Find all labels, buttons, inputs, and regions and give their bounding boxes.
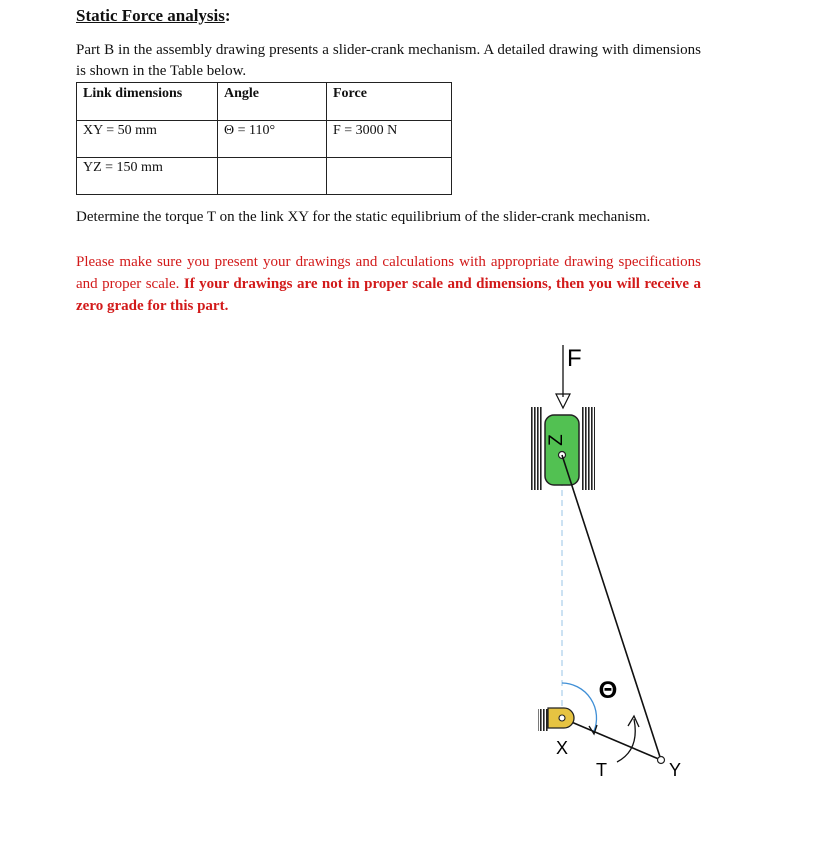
table-cell: XY = 50 mm — [77, 121, 218, 158]
table-cell: YZ = 150 mm — [77, 158, 218, 195]
warning-bold-text: If your drawings are not in proper scale and dimensions, then you will receive a zero grade for this part. — [76, 276, 701, 314]
torque-arrowhead — [628, 716, 639, 727]
table-header-cell: Angle — [218, 83, 327, 121]
slider-label: Z — [546, 434, 567, 446]
connecting-rod-yz — [562, 455, 661, 760]
pivot-label: X — [556, 738, 569, 758]
force-label: F — [567, 345, 582, 372]
pivot-pin — [559, 715, 565, 721]
table-cell: Θ = 110° — [218, 121, 327, 158]
torque-arc — [617, 719, 635, 762]
table-header-cell: Link dimensions — [77, 83, 218, 121]
table-cell: F = 3000 N — [327, 121, 452, 158]
slider-block — [545, 415, 579, 485]
right-guide-rail — [582, 407, 595, 490]
table-header-cell: Force — [327, 83, 452, 121]
crank-pin-label: Y — [669, 760, 682, 780]
torque-label: T — [596, 760, 607, 780]
intro-paragraph: Part B in the assembly drawing presents a slider-crank mechanism. A detailed drawing with dimensions is shown in the Table below. — [76, 42, 701, 79]
left-guide-rail — [530, 407, 543, 490]
question-text: Determine the torque T on the link XY for the static equilibrium of the slider-crank mechanism. — [76, 209, 651, 225]
crank-xy — [562, 718, 661, 760]
crank-pin — [658, 757, 665, 764]
warning-normal-text: Please make sure you present your drawings and calculations with appropriate drawing specifications and proper scale. — [76, 254, 701, 292]
page-title: Static Force analysis: — [76, 6, 231, 25]
ground-support-hatch — [538, 709, 548, 731]
angle-symbol: Θ — [598, 677, 618, 704]
